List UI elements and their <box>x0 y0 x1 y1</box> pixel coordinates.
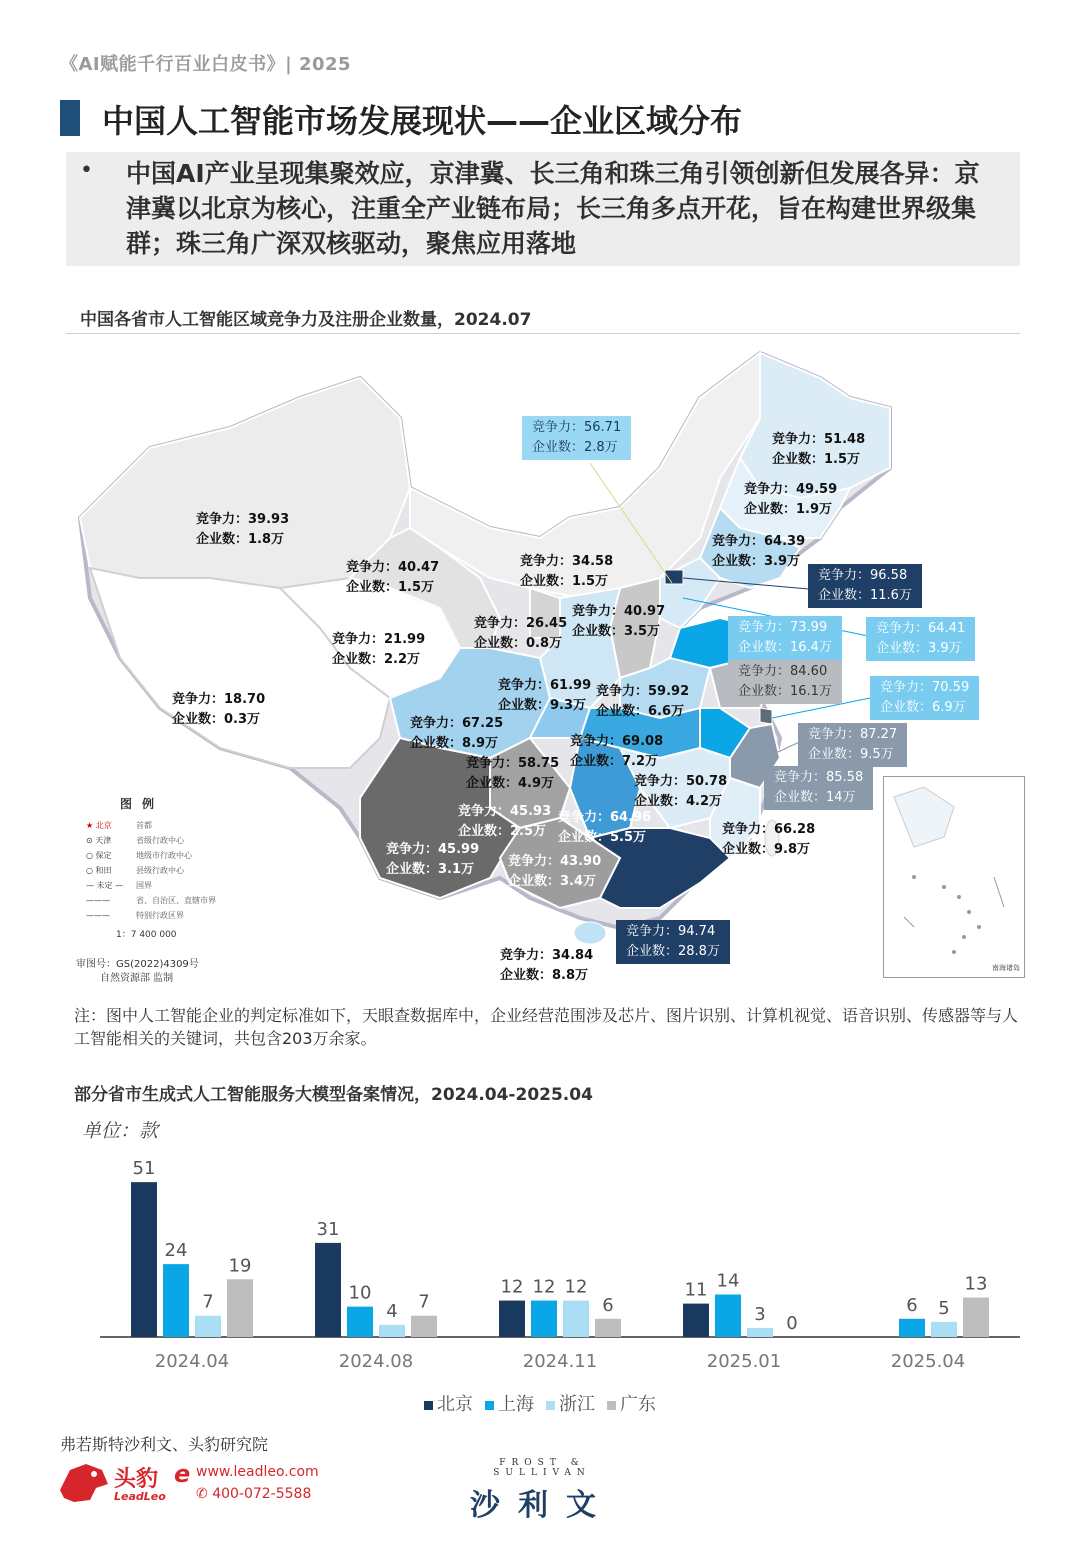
legend-label: 浙江 <box>559 1394 595 1415</box>
bar-广东-2024.04 <box>227 1279 253 1337</box>
callout-label: 竞争力：94.74 企业数：28.8万 <box>616 920 730 964</box>
fs-cn: 沙利文 <box>470 1488 614 1523</box>
region-label: 竞争力：61.99 企业数：9.3万 <box>498 678 592 713</box>
bar-北京-2025.01 <box>683 1304 709 1337</box>
legend-swatch <box>607 1401 616 1410</box>
region-label: 竞争力：51.48 企业数：1.5万 <box>772 432 866 467</box>
legend-title: 图例 <box>120 797 165 811</box>
chart-unit-label: 单位：款 <box>82 1120 159 1142</box>
leadleo-cn: 头豹 <box>114 1467 159 1492</box>
data-label: 7 <box>418 1291 430 1313</box>
region-label: 竞争力：69.08 企业数：7.2万 <box>570 734 664 769</box>
region-label: 竞争力：64.39 企业数：3.9万 <box>712 534 806 569</box>
region-label: 竞争力：34.84 企业数：8.8万 <box>500 948 594 983</box>
legend-swatch <box>485 1401 494 1410</box>
bar-广东-2024.11 <box>595 1319 621 1337</box>
bar-上海-2024.04 <box>163 1264 189 1337</box>
region-label: 竞争力：34.58 企业数：1.5万 <box>520 554 614 589</box>
region-label: 竞争力：50.78 企业数：4.2万 <box>634 774 728 809</box>
title-accent-bar <box>60 100 80 136</box>
bar-浙江-2025.04 <box>931 1322 957 1337</box>
region-label: 竞争力：66.28 企业数：9.8万 <box>722 822 816 857</box>
region-label: 竞争力：58.75 企业数：4.9万 <box>466 756 560 791</box>
legend-item-浙江 <box>546 1394 595 1415</box>
map-footnote: 注：图中人工智能企业的判定标准如下，天眼查数据库中，企业经营范围涉及芯片、图片识别、计算机视觉、语音识别、传感器等与人工智能相关的关键词，共包含203万余家。 <box>74 1006 1019 1048</box>
bar-北京-2024.04 <box>131 1182 157 1337</box>
region-label: 竞争力：64.96 企业数：5.5万 <box>558 810 652 845</box>
data-label: 7 <box>202 1291 214 1313</box>
data-label: 4 <box>386 1300 398 1322</box>
legend-label: 上海 <box>498 1394 534 1415</box>
page-title: 中国人工智能市场发展现状——企业区域分布 <box>102 102 743 140</box>
legend-item-上海 <box>485 1394 534 1415</box>
data-label: 14 <box>716 1270 740 1292</box>
chart-title: 部分省市生成式人工智能服务大模型备案情况，2024.04-2025.04 <box>74 1085 593 1105</box>
legend-item-广东 <box>607 1394 656 1415</box>
leopard-logo-icon <box>56 1460 110 1504</box>
legend-label: 广东 <box>620 1394 656 1415</box>
region-label: 竞争力：26.45 企业数：0.8万 <box>474 616 568 651</box>
map-legend <box>76 795 226 986</box>
bar-浙江-2024.04 <box>195 1316 221 1337</box>
data-label: 3 <box>754 1303 766 1325</box>
inset-islands <box>884 777 1024 977</box>
x-tick-label: 2024.08 <box>338 1351 414 1372</box>
data-label: 12 <box>532 1276 556 1298</box>
data-label: 11 <box>684 1279 708 1301</box>
bar-浙江-2025.01 <box>747 1328 773 1337</box>
legend-row: ——— 省、自治区、直辖市界 <box>86 896 216 905</box>
region-label: 竞争力：43.90 企业数：3.4万 <box>508 854 602 889</box>
x-tick-label: 2025.04 <box>890 1351 966 1372</box>
legend-row: — 未定 — 国界 <box>86 881 152 890</box>
region-label: 竞争力：40.47 企业数：1.5万 <box>346 560 440 595</box>
leadleo-logo <box>56 1460 326 1510</box>
region-label: 竞争力：67.25 企业数：8.9万 <box>410 716 504 751</box>
region-label: 竞争力：39.93 企业数：1.8万 <box>196 512 290 547</box>
data-label: 5 <box>938 1297 950 1319</box>
frost-sullivan-logo <box>452 1458 632 1523</box>
region-label: 竞争力：18.70 企业数：0.3万 <box>172 692 266 727</box>
data-label: 10 <box>348 1282 372 1304</box>
legend-row: ⊙ 天津 省级行政中心 <box>86 836 184 845</box>
legend-row: ○ 和田 县级行政中心 <box>86 866 184 875</box>
bar-上海-2024.11 <box>531 1301 557 1337</box>
bar-浙江-2024.11 <box>563 1301 589 1337</box>
bar-上海-2025.04 <box>899 1319 925 1337</box>
data-label: 19 <box>228 1255 252 1277</box>
data-label: 51 <box>132 1158 156 1180</box>
region-label: 竞争力：49.59 企业数：1.9万 <box>744 482 838 517</box>
legend-label: 北京 <box>437 1394 473 1415</box>
data-label: 0 <box>786 1313 798 1334</box>
bar-上海-2024.08 <box>347 1307 373 1337</box>
map-approval-number: 审图号：GS(2022)4309号 自然资源部 监制 <box>76 959 199 984</box>
bar-北京-2024.08 <box>315 1243 341 1337</box>
bar-上海-2025.01 <box>715 1294 741 1337</box>
leadleo-phone: ✆ 400-072-5588 <box>196 1486 312 1502</box>
legend-swatch <box>546 1401 555 1410</box>
callout-label: 竞争力：64.41 企业数：3.9万 <box>866 617 975 661</box>
region-label: 竞争力：21.99 企业数：2.2万 <box>332 632 426 667</box>
summary-text: 中国AI产业呈现集聚效应，京津冀、长三角和珠三角引领创新但发展各异：京津冀以北京为核心，注重全产业链布局；长三角多点开花，旨在构建世界级集群；珠三角广深双核驱动，聚焦应用落地 <box>126 159 980 258</box>
source-credit: 弗若斯特沙利文、头豹研究院 <box>60 1435 269 1454</box>
leadleo-en: LeadLeo <box>114 1490 166 1503</box>
region-hainan <box>574 922 606 944</box>
callout-label: 竞争力：96.58 企业数：11.6万 <box>808 564 922 608</box>
leadleo-e-icon: e <box>174 1460 191 1488</box>
map-title: 中国各省市人工智能区域竞争力及注册企业数量，2024.07 <box>80 310 532 330</box>
bar-浙江-2024.08 <box>379 1325 405 1337</box>
map-divider <box>66 333 1020 334</box>
south-china-sea-inset <box>883 776 1025 978</box>
data-label: 31 <box>316 1218 340 1240</box>
region-shanghai <box>760 708 772 724</box>
data-label: 12 <box>500 1276 524 1298</box>
inset-caption: 南海诸岛 <box>992 964 1020 972</box>
bar-chart <box>60 1140 1040 1385</box>
document-header: 《AI赋能千行百业白皮书》| 2025 <box>60 54 352 75</box>
data-label: 24 <box>164 1240 188 1262</box>
bar-广东-2024.08 <box>411 1316 437 1337</box>
region-label: 竞争力：59.92 企业数：6.6万 <box>596 684 690 719</box>
callout-label: 竞争力：85.58 企业数：14万 <box>764 766 873 810</box>
fs-en: FROST & SULLIVAN <box>493 1458 591 1478</box>
leadleo-url[interactable]: www.leadleo.com <box>196 1464 319 1480</box>
x-tick-label: 2024.04 <box>154 1351 230 1372</box>
data-label: 6 <box>602 1294 614 1316</box>
data-label: 12 <box>564 1276 588 1298</box>
legend-row: ——— 特别行政区界 <box>86 911 184 920</box>
legend-row: ★ 北京 首都 <box>86 821 152 830</box>
region-label: 竞争力：40.97 企业数：3.5万 <box>572 604 666 639</box>
legend-item-北京 <box>424 1394 473 1415</box>
callout-label: 竞争力：84.60 企业数：16.1万 <box>728 660 842 704</box>
callout-label: 竞争力：73.99 企业数：16.4万 <box>728 616 842 660</box>
data-label: 6 <box>906 1294 918 1316</box>
region-xinjiang <box>80 378 410 588</box>
callout-label: 竞争力：87.27 企业数：9.5万 <box>798 723 907 767</box>
callout-label: 竞争力：70.59 企业数：6.9万 <box>870 676 979 720</box>
x-tick-label: 2024.11 <box>522 1351 598 1372</box>
region-label: 竞争力：45.99 企业数：3.1万 <box>386 842 480 877</box>
x-tick-label: 2025.01 <box>706 1351 782 1372</box>
summary-bullet: • <box>80 158 93 183</box>
legend-row: ○ 保定 地级市行政中心 <box>86 851 192 860</box>
chart-legend <box>0 1390 1080 1416</box>
bar-北京-2024.11 <box>499 1301 525 1337</box>
data-label: 13 <box>964 1273 988 1295</box>
bar-广东-2025.04 <box>963 1298 989 1337</box>
region-label: 竞争力：45.93 企业数：2.5万 <box>458 804 552 839</box>
legend-scale: 1：7 400 000 <box>116 930 177 940</box>
legend-swatch <box>424 1401 433 1410</box>
callout-label: 竞争力：56.71 企业数：2.8万 <box>522 416 631 460</box>
